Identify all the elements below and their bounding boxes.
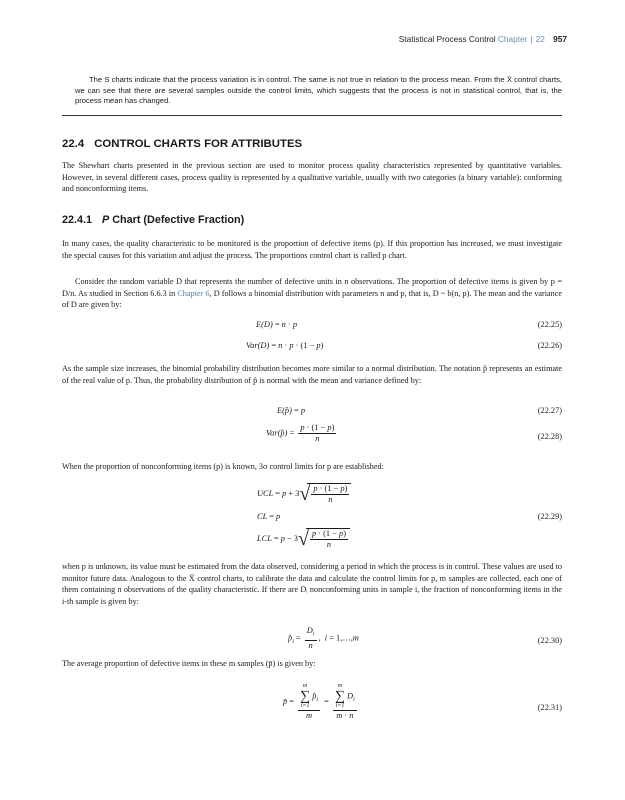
paragraph-normal-approx	[62, 363, 562, 386]
equation-label: (22.31)	[537, 703, 562, 712]
paragraph-text: when p is unknown, its value must be estimated from the data observed, considering a period in which the process is in control. These values are used to monitor future data. Analogous to the X̄ control charts, to calibrate the data and calculate the control limits for p, m samples are collected, each one of them containing n observations of the quality characteristic. If there are Dᵢ nonconforming units in sample i, the fraction of nonconforming items in the i-th sample is given by:	[62, 562, 562, 606]
equation-22-31: p̄ = m ∑ i=1 $p̂_i$ m = m ∑ i=1 $D_i$ m · n (22.31)	[283, 683, 562, 720]
section-title: CONTROL CHARTS FOR ATTRIBUTES	[94, 138, 303, 150]
section-heading-22-4	[62, 138, 302, 150]
equation-22-28: Var(p̂) = $\frac{p \cdot (1 - p)}{n}$ (22.28)	[266, 423, 562, 443]
subsection-number: 22.4.1	[62, 214, 93, 226]
equation-label: (22.30)	[537, 636, 562, 645]
equation-lcl: LCL = p − 3 √ $\frac{p \cdot (1 - p)}{n}$	[62, 533, 562, 549]
paragraph-shewhart	[62, 160, 562, 195]
equation-22-26: Var(D) = n · p · (1 − p) (22.26)	[246, 341, 562, 350]
equation-ucl: UCL = p + 3 √ $\frac{p \cdot (1 - p)}{n}$	[62, 488, 562, 504]
paragraph-control-limits	[62, 461, 562, 473]
equation-label: (22.28)	[537, 432, 562, 441]
paragraph-proportion	[62, 238, 562, 261]
running-head: Statistical Process Control Chapter | 22 957	[398, 34, 567, 44]
paragraph-text: The average proportion of defective items in these m samples (p̄) is given by:	[62, 659, 316, 668]
paragraph-text: Consider the random variable D that represents the number of defective units in n observations. The proportion of defective items is given by p = D/n. As studied in Section 6.6.3 in	[62, 277, 562, 298]
paragraph-random-variable	[62, 276, 562, 311]
equation-label: (22.26)	[537, 341, 562, 350]
equation-label: (22.27)	[537, 406, 562, 415]
paragraph-text: As the sample size increases, the binomial probability distribution becomes more similar to a normal distribution. The notation p̂ represents an estimate of the real value of p. Thus, the probability distribution of p̂ is normal with the mean and variance defined by:	[62, 364, 562, 385]
paragraph-text: In many cases, the quality characteristic to be monitored is the proportion of defective items (p). If this proportion has increased, we must investigate the special causes for this variation and adjust the process. The proportions control chart is called p chart.	[62, 239, 562, 260]
paragraph-text: The Shewhart charts presented in the previous section are used to monitor process quality characteristics represented by quantitative variables. However, in several different cases, process quality is represented by a qualitative variable, usually with two categories (a binary variable): conforming and nonconforming items.	[62, 161, 562, 194]
running-head-chapter-word: Chapter	[497, 34, 528, 44]
divider-rule	[62, 115, 562, 116]
equation-22-25: E(D) = n · p (22.25)	[256, 320, 562, 329]
equation-22-27: E(p̂) = p (22.27)	[277, 406, 562, 415]
running-head-chapter-number: 22	[535, 34, 545, 44]
running-head-title: Statistical Process Control	[398, 34, 496, 44]
equation-22-30: $p̂_i$ = $\frac{D_i}{n}$ , i = 1,…,m (22.30)	[288, 626, 562, 650]
subsection-title: Chart (Defective Fraction)	[112, 214, 245, 226]
chapter-6-link[interactable]: Chapter 6	[177, 288, 210, 298]
section-number: 22.4	[62, 138, 85, 150]
equation-label: (22.29)	[537, 512, 562, 521]
paragraph-unknown-p	[62, 561, 562, 607]
paragraph-text: When the proportion of nonconforming items (p) is known, 3σ control limits for p are established:	[62, 462, 384, 471]
page-number: 957	[553, 34, 567, 44]
equation-22-29: CL = p (22.29)	[257, 512, 562, 521]
subsection-symbol: P	[102, 214, 110, 226]
section-heading-22-4-1	[62, 214, 244, 226]
intro-text: The S charts indicate that the process variation is in control. The same is not true in relation to the process mean. From the X̄ control charts, we can see that there are several samples outside the control limits, which suggests that the process is not in statistical control, that is, the process mean has changed.	[75, 75, 562, 106]
paragraph-text: , D follows a binomial distribution with parameters n and p, that is, D ~ b(n, p). The mean and the variance of D are given by:	[62, 288, 563, 310]
paragraph-average-proportion	[62, 658, 562, 670]
intro-paragraph	[75, 75, 562, 107]
equation-label: (22.25)	[537, 320, 562, 329]
